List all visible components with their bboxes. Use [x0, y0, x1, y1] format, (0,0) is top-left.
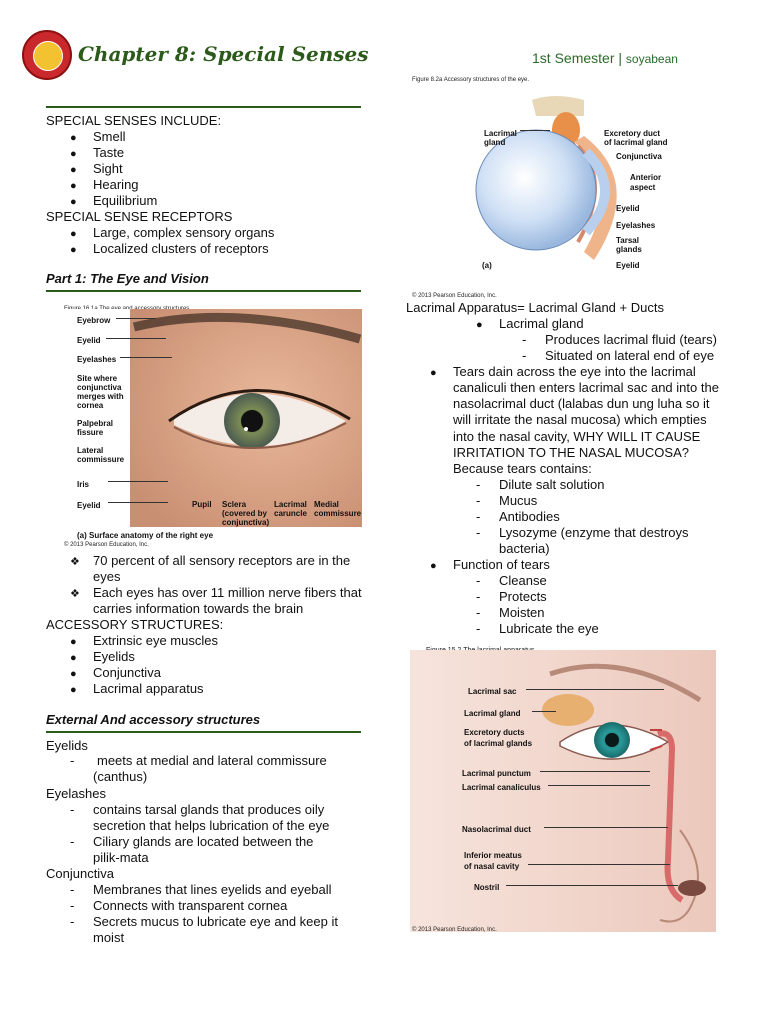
- lacrimal-face-illustration: [410, 650, 716, 932]
- leader-line: [526, 689, 664, 690]
- dash-bullet: -: [476, 525, 481, 540]
- section-heading-part1: Part 1: The Eye and Vision: [46, 271, 209, 286]
- leader-line: [520, 130, 550, 131]
- section-rule: [46, 731, 361, 733]
- leader-line: [540, 771, 650, 772]
- dash-bullet: -: [70, 914, 75, 929]
- dash-bullet: -: [70, 882, 75, 897]
- figure-label: of lacrimal gland: [604, 138, 668, 147]
- bullet-dot: ●: [70, 684, 77, 696]
- dash-bullet: -: [476, 605, 481, 620]
- apparatus-equation: Lacrimal Apparatus= Lacrimal Gland + Ducts: [406, 300, 664, 315]
- subheading-eyelashes: Eyelashes: [46, 786, 106, 801]
- fact-line: eyes: [93, 569, 121, 584]
- author-name: soyabean: [625, 52, 678, 66]
- dash-bullet: -: [522, 332, 527, 347]
- dash-bullet: -: [476, 589, 481, 604]
- bullet-dot: ●: [70, 180, 77, 192]
- paragraph-line: nasolacrimal duct (lalabas dun ung luha so it: [453, 396, 710, 411]
- leader-line: [120, 357, 172, 358]
- paragraph-line: canaliculi then enters lacrimal sac and into the: [453, 380, 719, 395]
- figure-label: Lacrimal gland: [464, 709, 521, 718]
- figure-label: Eyebrow: [77, 316, 111, 325]
- list-item: Produces lacrimal fluid (tears): [545, 332, 717, 347]
- subheading-conjunctiva: Conjunctiva: [46, 866, 114, 881]
- figure-label: Eyelid: [616, 261, 640, 270]
- figure-label: Lateral: [77, 446, 104, 455]
- bullet-dot: ●: [70, 652, 77, 664]
- bullet-dot: ●: [430, 367, 437, 379]
- list-item: Membranes that lines eyelids and eyeball: [93, 882, 332, 897]
- leader-line: [548, 785, 650, 786]
- bullet-dot: ●: [430, 560, 437, 572]
- figure-label: fissure: [77, 428, 104, 437]
- bullet-dot: ●: [70, 636, 77, 648]
- bullet-dot: ●: [70, 196, 77, 208]
- leader-line: [108, 481, 168, 482]
- dash-bullet: -: [476, 573, 481, 588]
- leader-line: [506, 885, 678, 886]
- figure-label: Eyelid: [77, 501, 101, 510]
- list-item: pilik-mata: [93, 850, 149, 865]
- list-item: Mucus: [499, 493, 538, 508]
- list-item: meets at medial and lateral commissure: [97, 753, 327, 768]
- list-item: Cleanse: [499, 573, 547, 588]
- figure-label: Eyelid: [77, 336, 101, 345]
- eye-accessory-figure: [474, 92, 694, 272]
- list-item: Connects with transparent cornea: [93, 898, 288, 913]
- bullet-dot: ●: [70, 148, 77, 160]
- figure-label: Nostril: [474, 883, 500, 892]
- list-item: Equilibrium: [93, 193, 158, 208]
- figure-label: Conjunctiva: [616, 152, 662, 161]
- fact-line: Each eyes has over 11 million nerve fibers that: [93, 585, 362, 600]
- list-item: Secrets mucus to lubricate eye and keep it: [93, 914, 338, 929]
- figure-label: glands: [616, 245, 642, 254]
- list-item: Lacrimal gland: [499, 316, 584, 331]
- leader-line: [528, 864, 670, 865]
- figure-label: of nasal cavity: [464, 862, 520, 871]
- list-item: Lysozyme (enzyme that destroys: [499, 525, 689, 540]
- leader-line: [544, 827, 668, 828]
- figure-label: Pupil: [192, 500, 212, 509]
- leader-line: [116, 318, 156, 319]
- figure-label: (a): [482, 261, 492, 270]
- subheading-eyelids: Eyelids: [46, 738, 88, 753]
- figure-copyright: © 2013 Pearson Education, Inc.: [412, 293, 497, 299]
- section-heading-external: External And accessory structures: [46, 712, 261, 727]
- list-item: Protects: [499, 589, 547, 604]
- figure-label: cornea: [77, 401, 104, 410]
- paragraph-line: IRRITATION TO THE NASAL MUCOSA?: [453, 445, 689, 460]
- list-item: Smell: [93, 129, 126, 144]
- list-item: bacteria): [499, 541, 550, 556]
- receptors-heading: SPECIAL SENSE RECEPTORS: [46, 209, 233, 224]
- figure-subtitle: (a) Surface anatomy of the right eye: [77, 531, 214, 540]
- header-separator: |: [618, 50, 623, 66]
- paragraph-line: into the nasal cavity, WHY WILL IT CAUSE: [453, 429, 701, 444]
- dash-bullet: -: [476, 493, 481, 508]
- figure-label: Inferior meatus: [464, 851, 522, 860]
- paragraph-line: Tears dain across the eye into the lacrimal: [453, 364, 696, 379]
- bullet-dot: ●: [70, 244, 77, 256]
- bullet-dot: ●: [70, 668, 77, 680]
- list-item: contains tarsal glands that produces oily: [93, 802, 325, 817]
- accessory-heading: ACCESSORY STRUCTURES:: [46, 617, 224, 632]
- figure-label: gland: [484, 138, 506, 147]
- dash-bullet: -: [70, 898, 75, 913]
- figure-label: commissure: [77, 455, 125, 464]
- figure-label: Lacrimal: [484, 129, 517, 138]
- list-item: Localized clusters of receptors: [93, 241, 269, 256]
- leader-line: [106, 338, 166, 339]
- list-item: Antibodies: [499, 509, 560, 524]
- list-item: Sight: [93, 161, 123, 176]
- dash-bullet: -: [476, 621, 481, 636]
- figure-label: Anterior: [630, 173, 662, 182]
- list-item: Lubricate the eye: [499, 621, 599, 636]
- semester-text: 1st Semester: [532, 50, 615, 66]
- list-item: Eyelids: [93, 649, 135, 664]
- list-item: Large, complex sensory organs: [93, 225, 275, 240]
- leader-line: [532, 711, 556, 712]
- bullet-dot: ●: [70, 228, 77, 240]
- bullet-dot: ●: [70, 132, 77, 144]
- list-item: (canthus): [93, 769, 148, 784]
- figure-label: commissure: [314, 509, 362, 518]
- fact-line: carries information towards the brain: [93, 601, 304, 616]
- section-rule: [46, 290, 361, 292]
- chapter-title: Chapter 8: Special Senses: [78, 42, 369, 66]
- list-item: secretion that helps lubrication of the eye: [93, 818, 330, 833]
- figure-label: Lacrimal sac: [468, 687, 517, 696]
- list-item: Function of tears: [453, 557, 550, 572]
- figure-label: Medial: [314, 500, 339, 509]
- bullet-dot: ●: [70, 164, 77, 176]
- figure-label: conjunctiva): [222, 518, 270, 527]
- list-item: Hearing: [93, 177, 139, 192]
- figure-label: aspect: [630, 183, 656, 192]
- figure-label: Lacrimal: [274, 500, 307, 509]
- list-item: Dilute salt solution: [499, 477, 605, 492]
- dash-bullet: -: [522, 348, 527, 363]
- list-item: Taste: [93, 145, 125, 160]
- list-item: moist: [93, 930, 125, 945]
- list-item: Ciliary glands are located between the: [93, 834, 314, 849]
- figure-label: of lacrimal glands: [464, 739, 533, 748]
- figure-label: merges with: [77, 392, 124, 401]
- right-column: [384, 0, 768, 1024]
- figure-label: Lacrimal canaliculus: [462, 783, 541, 792]
- paragraph-line: will irritate the nasal mucosa) which empties: [453, 412, 707, 427]
- diamond-bullet-icon: ❖: [70, 588, 80, 600]
- dash-bullet: -: [70, 802, 75, 817]
- figure-label: Sclera: [222, 500, 247, 509]
- dash-bullet: -: [476, 477, 481, 492]
- figure-label: Excretory ducts: [464, 728, 525, 737]
- figure-label: Eyelid: [616, 204, 640, 213]
- figure-label: Site where: [77, 374, 118, 383]
- figure-label: Eyelashes: [77, 355, 117, 364]
- figure-label: Tarsal: [616, 236, 639, 245]
- list-item: Extrinsic eye muscles: [93, 633, 218, 648]
- figure-copyright: © 2013 Pearson Education, Inc.: [412, 927, 497, 933]
- figure-label: Nasolacrimal duct: [462, 825, 531, 834]
- figure-label: Eyelashes: [616, 221, 656, 230]
- figure-label: Lacrimal punctum: [462, 769, 531, 778]
- list-item: Situated on lateral end of eye: [545, 348, 715, 363]
- leader-line: [108, 502, 168, 503]
- special-senses-heading: SPECIAL SENSES INCLUDE:: [46, 113, 222, 128]
- dash-bullet: -: [70, 753, 75, 768]
- paragraph-line: Because tears contains:: [453, 461, 592, 476]
- figure-label: Excretory duct: [604, 129, 661, 138]
- bullet-dot: ●: [476, 319, 483, 331]
- diamond-bullet-icon: ❖: [70, 556, 80, 568]
- list-item: Lacrimal apparatus: [93, 681, 204, 696]
- lacrimal-apparatus-figure: [410, 650, 716, 932]
- figure-label: (covered by: [222, 509, 267, 518]
- figure-caption: Figure 8.2a Accessory structures of the eye.: [412, 77, 530, 83]
- figure-label: conjunctiva: [77, 383, 122, 392]
- figure-copyright: © 2013 Pearson Education, Inc.: [64, 542, 149, 548]
- fact-line: 70 percent of all sensory receptors are in the: [93, 553, 351, 568]
- list-item: Conjunctiva: [93, 665, 161, 680]
- figure-label: caruncle: [274, 509, 307, 518]
- list-item: Moisten: [499, 605, 545, 620]
- dash-bullet: -: [476, 509, 481, 524]
- figure-label: Palpebral: [77, 419, 114, 428]
- eye-surface-figure: [64, 309, 362, 548]
- figure-label: Iris: [77, 480, 90, 489]
- dash-bullet: -: [70, 834, 75, 849]
